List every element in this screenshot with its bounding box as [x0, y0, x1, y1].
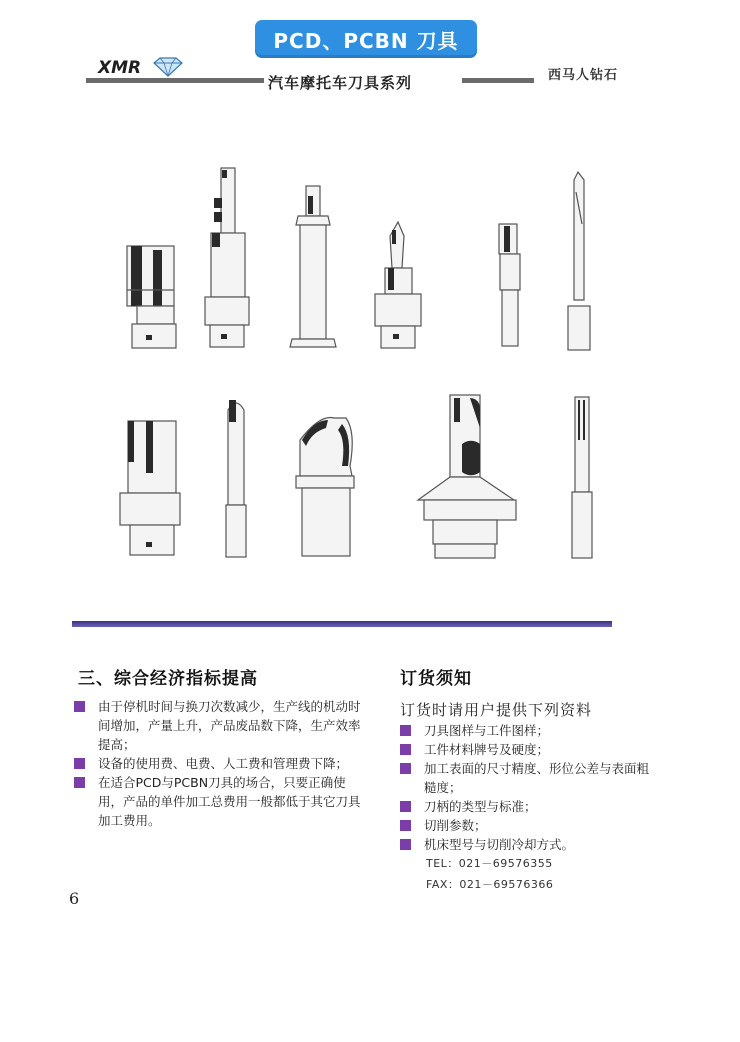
banner-title: PCD、PCBN 刀具 — [255, 20, 477, 58]
list-item — [400, 721, 650, 740]
tool-drawing-9 — [296, 417, 354, 556]
list-item — [400, 835, 650, 854]
page-number: 6 — [69, 889, 80, 908]
series-title: 汽车摩托车刀具系列 — [268, 74, 413, 92]
list-item — [74, 754, 364, 773]
tool-drawing-3 — [290, 186, 336, 347]
contact-fax: FAX：021－69576366 — [426, 878, 554, 891]
list-item — [74, 697, 364, 754]
list-item — [400, 759, 650, 797]
list-item — [400, 797, 650, 816]
tool-drawing-7 — [120, 421, 180, 555]
bullet-square-icon — [74, 701, 85, 712]
list-item-text: 设备的使用费、电费、人工费和管理费下降； — [98, 756, 349, 771]
list-item — [400, 740, 650, 759]
bullet-square-icon — [400, 725, 411, 736]
bullet-square-icon — [400, 801, 411, 812]
bullet-square-icon — [74, 758, 85, 769]
section-heading-economics: 三、综合经济指标提高 — [78, 669, 258, 689]
list-item — [74, 773, 364, 830]
contact-tel: TEL：021－69576355 — [426, 857, 553, 870]
tool-drawing-2 — [205, 168, 249, 347]
list-item-text: 加工表面的尺寸精度、形位公差与表面粗糙度； — [424, 761, 650, 795]
list-item-text: 刀具图样与工件图样； — [424, 723, 550, 738]
list-item — [400, 816, 650, 835]
tool-drawing-11 — [572, 397, 592, 558]
bullet-square-icon — [400, 763, 411, 774]
bullet-square-icon — [74, 777, 85, 788]
ordering-subheading: 订货时请用户提供下列资料 — [400, 701, 593, 719]
list-item-text: 刀柄的类型与标准； — [424, 799, 537, 814]
section-divider — [72, 621, 612, 627]
brand-logo-text: XMR — [98, 58, 142, 78]
tool-drawing-8 — [226, 400, 246, 557]
company-name: 西马人钻石 — [548, 68, 619, 83]
bullet-square-icon — [400, 839, 411, 850]
tool-drawing-6 — [568, 172, 590, 350]
bullet-square-icon — [400, 820, 411, 831]
section-heading-ordering: 订货须知 — [400, 669, 472, 689]
bullet-square-icon — [400, 744, 411, 755]
economics-list — [74, 697, 364, 830]
list-item-text: 在适合PCD与PCBN刀具的场合，只要正确使用，产品的单件加工总费用一般都低于其它刀具加工费用。 — [98, 775, 361, 828]
list-item-text: 切削参数； — [424, 818, 487, 833]
ordering-list — [400, 721, 650, 854]
list-item-text: 机床型号与切削冷却方式。 — [424, 837, 575, 852]
tool-drawing-10 — [418, 395, 516, 558]
tool-drawing-5 — [499, 224, 520, 346]
list-item-text: 由于停机时间与换刀次数减少，生产线的机动时间增加，产量上升，产品废品数下降，生产效率提高； — [98, 699, 361, 752]
tool-drawing-4 — [375, 222, 421, 348]
tool-drawing-1 — [127, 246, 176, 348]
list-item-text: 工件材料牌号及硬度； — [424, 742, 550, 757]
